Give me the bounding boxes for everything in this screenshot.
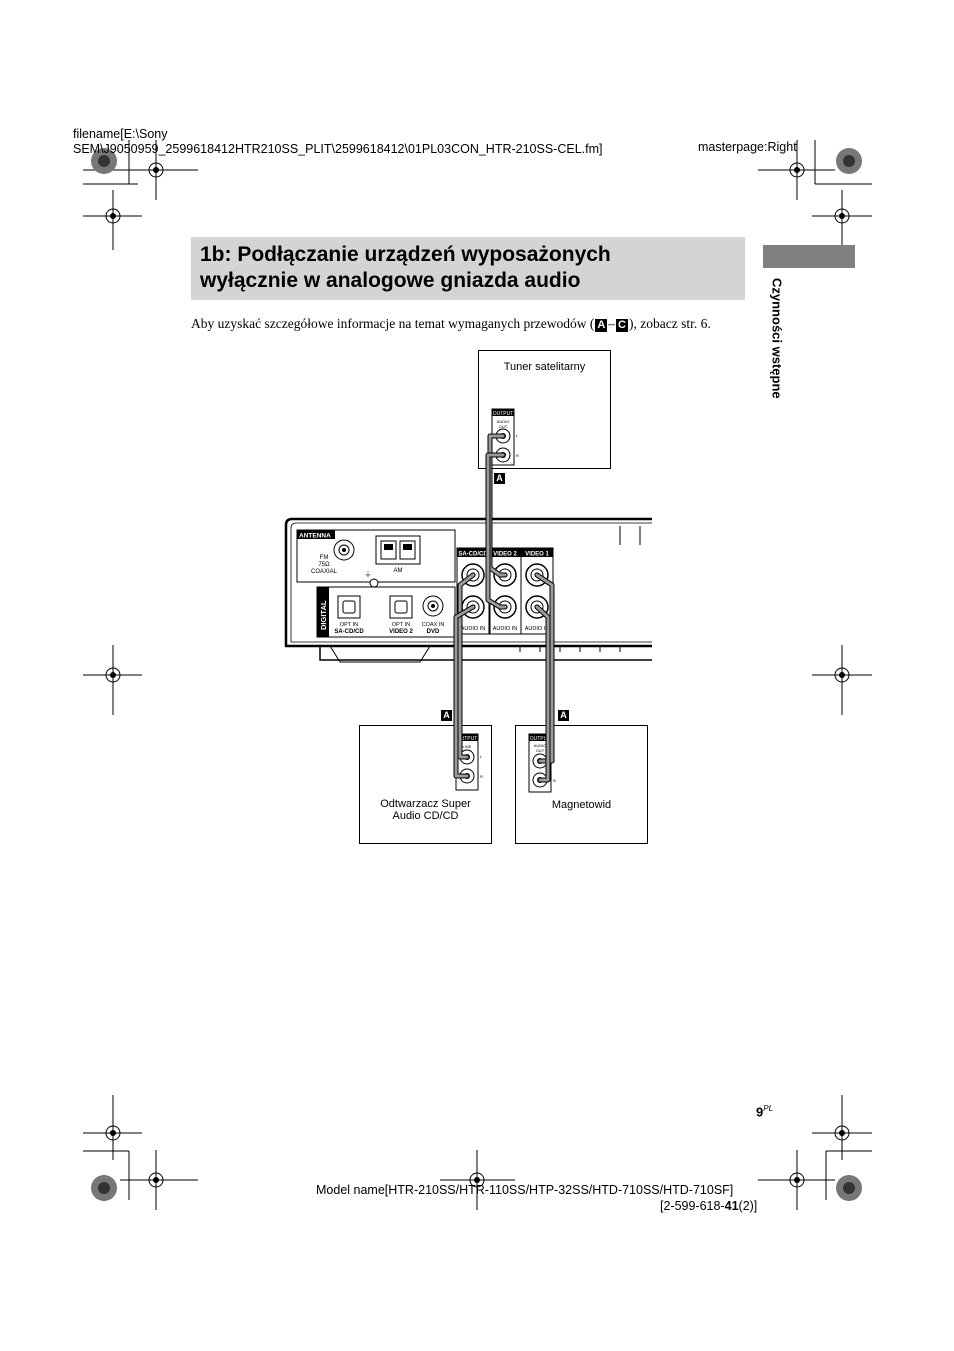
receiver-rear-panel xyxy=(286,519,652,662)
page-number xyxy=(756,1104,773,1119)
tape-audio-label: AUDIO xyxy=(533,743,547,748)
video1-audio-in-label: AUDIO IN xyxy=(524,626,550,632)
audio-cables xyxy=(456,436,552,780)
section-tab-label: Czynności wstępne xyxy=(769,278,785,399)
tuner-out-label: OUT xyxy=(498,424,508,429)
intro-text-before: Aby uzyskać szczegółowe informacje na temat wymaganych przewodów ( xyxy=(191,316,595,331)
title-line2: wyłącznie w analogowe gniazda audio xyxy=(200,269,581,292)
video2-audio-in-label: AUDIO IN xyxy=(492,626,518,632)
sacd-audio-in-label: AUDIO IN xyxy=(460,626,486,632)
sacd-input-label: SA-CD/CD xyxy=(334,629,364,635)
sacd-r-label: R xyxy=(480,774,483,779)
sacd-l-label: L xyxy=(480,754,483,759)
code-suffix: (2)] xyxy=(738,1199,758,1213)
sacd-label-line1: Odtwarzacz Super xyxy=(380,798,471,810)
svg-text:⏚: ⏚ xyxy=(364,570,372,579)
tape-output-label: OUTPUT xyxy=(529,736,551,742)
digital-label: DIGITAL xyxy=(319,600,328,630)
sacd-line-label: LINE xyxy=(462,744,472,749)
page-number-suffix: PL xyxy=(763,1104,774,1113)
sacd-output-label: OUTPUT xyxy=(456,736,478,742)
tuner-l-label: L xyxy=(516,433,519,438)
ohm-label: 75Ω xyxy=(318,562,330,568)
page-number-value: 9 xyxy=(756,1104,764,1120)
intro-dash: – xyxy=(608,316,616,331)
intro-text-after: ), zobacz str. 6. xyxy=(629,316,711,331)
tape-label: Magnetowid xyxy=(551,799,612,811)
sacd-audio-in-header: SA-CD/CD xyxy=(458,551,488,558)
tuner-output-label: OUTPUT xyxy=(492,411,514,417)
coax-in-label: COAX IN xyxy=(421,622,445,628)
video2-optical-label: VIDEO 2 xyxy=(389,629,413,635)
dvd-label: DVD xyxy=(426,629,440,635)
masterpage-label: masterpage:Right xyxy=(698,140,797,154)
video2-audio-in-header: VIDEO 2 xyxy=(493,551,517,558)
am-label: AM xyxy=(393,568,403,574)
tuner-r-label: R xyxy=(516,453,519,458)
coaxial-label: COAXIAL xyxy=(310,569,338,575)
tape-r-label: R xyxy=(553,778,556,783)
cable-tag-tape: A xyxy=(558,710,569,721)
cable-letter-c: C xyxy=(618,319,626,331)
fm-label: FM xyxy=(319,555,329,561)
filename-line2: SEM\J9050959_2599618412HTR210SS_PLIT\2599618412\01PL03CON_HTR-210SS-CEL.fm] xyxy=(73,142,603,156)
code-prefix: [2-599-618- xyxy=(660,1199,725,1213)
opt-in-label-2: OPT IN xyxy=(391,622,411,628)
video1-audio-in-header: VIDEO 1 xyxy=(525,551,549,558)
opt-in-label-1: OPT IN xyxy=(339,622,359,628)
cable-letter-a: A xyxy=(597,319,606,331)
tuner-label: Tuner satelitarny xyxy=(503,361,586,373)
tape-l-label: L xyxy=(553,758,556,763)
antenna-label: ANTENNA xyxy=(299,532,331,540)
cable-tag-tuner: A xyxy=(494,473,505,484)
tape-out-label: OUT xyxy=(535,748,545,753)
tuner-audio-label: AUDIO xyxy=(496,419,510,424)
document-code xyxy=(660,1199,757,1213)
sacd-label-line2: Audio CD/CD xyxy=(392,810,459,822)
title-line1: 1b: Podłączanie urządzeń wyposażonych xyxy=(200,243,611,266)
code-bold: 41 xyxy=(724,1199,739,1213)
model-name: Model name[HTR-210SS/HTR-110SS/HTP-32SS/HTD-710SS/HTD-710SF] xyxy=(316,1183,734,1197)
cable-tag-sacd: A xyxy=(441,710,452,721)
filename-line1: filename[E:\Sony xyxy=(73,127,168,141)
